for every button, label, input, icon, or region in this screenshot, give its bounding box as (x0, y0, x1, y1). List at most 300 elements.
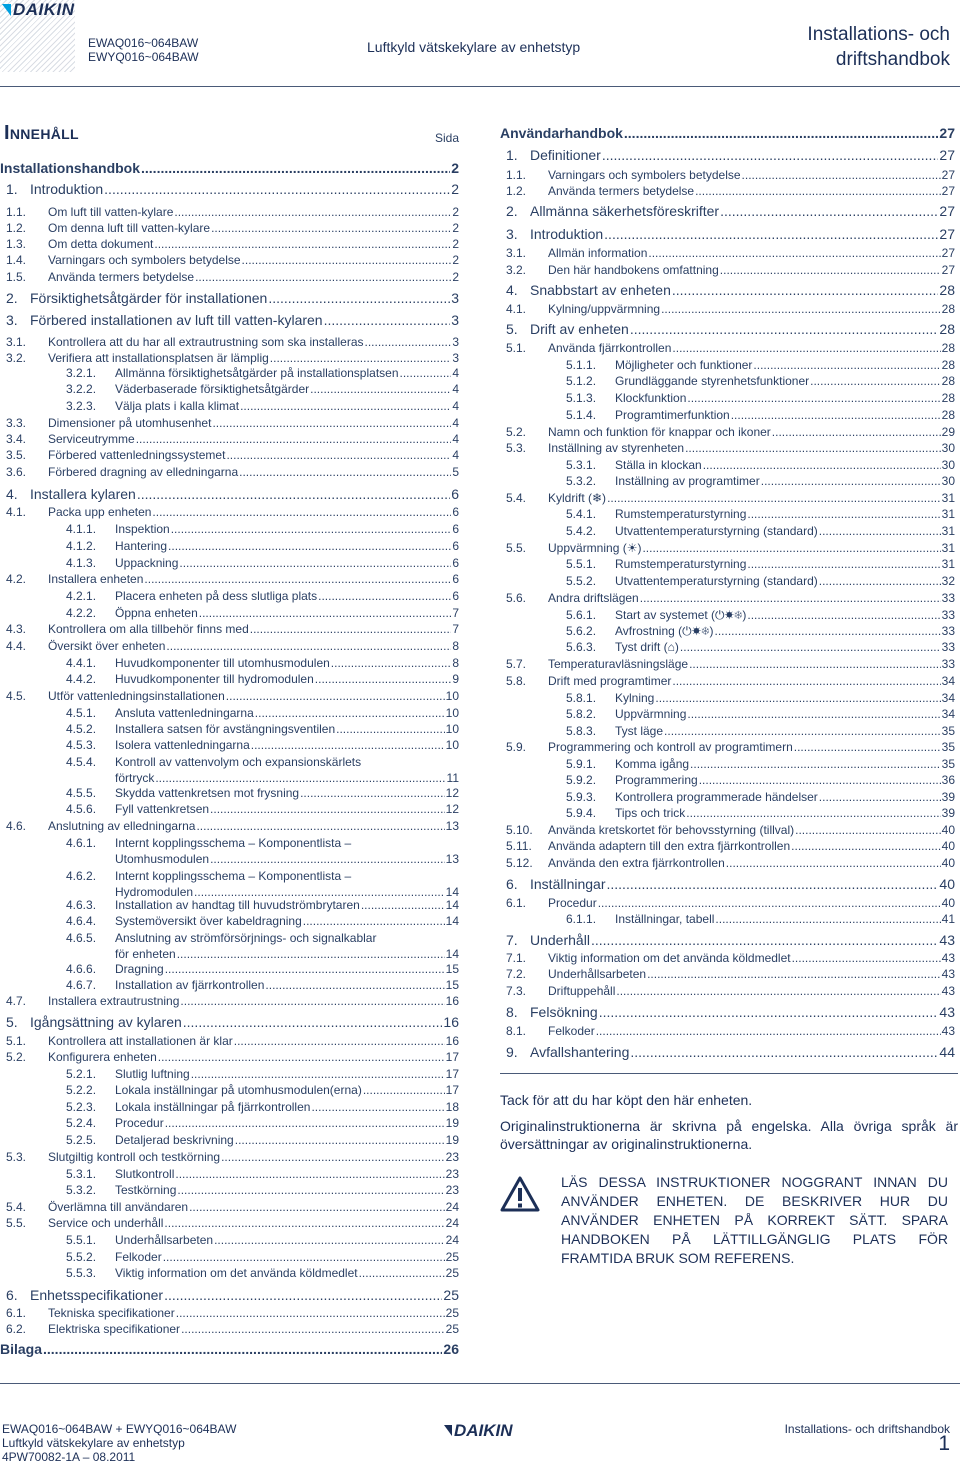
toc-entry-label (566, 507, 746, 521)
toc-entry[interactable] (506, 984, 955, 998)
toc-leader-dots (300, 786, 445, 800)
toc-entry-label (506, 282, 671, 298)
toc-entry-title: Använda fjärrkontrollen (548, 341, 672, 355)
toc-entry[interactable] (66, 786, 459, 800)
toc-entry[interactable] (506, 1004, 955, 1020)
toc-entry[interactable] (66, 1100, 459, 1114)
toc-entry[interactable] (66, 382, 459, 396)
toc-entry[interactable] (566, 474, 955, 488)
toc-entry-number: 2. (6, 290, 18, 306)
toc-entry-page: 29 (941, 425, 955, 439)
toc-entry[interactable] (566, 374, 955, 388)
toc-entry[interactable] (566, 408, 955, 422)
toc-entry-title: Varningars och symbolers betydelse (548, 168, 741, 182)
toc-leader-dots (363, 1083, 445, 1097)
toc-entry[interactable] (506, 591, 955, 605)
toc-entry-title: Grundläggande styrenhetsfunktioner (615, 374, 810, 388)
toc-entry[interactable] (506, 321, 955, 337)
toc-entry[interactable] (500, 125, 955, 141)
toc-entry-continuation[interactable] (115, 852, 459, 866)
toc-entry-label (6, 1150, 220, 1164)
toc-entry-number: 5.1. (6, 1034, 27, 1048)
toc-entry-label (506, 876, 606, 892)
toc-entry[interactable] (66, 1167, 459, 1181)
toc-leader-dots (255, 706, 445, 720)
toc-entry-label (66, 1250, 162, 1264)
toc-entry[interactable] (6, 572, 459, 586)
toc-entry-page: 3 (452, 335, 459, 349)
toc-entry-label (566, 458, 702, 472)
toc-entry-page: 2 (452, 205, 459, 219)
toc-leader-dots (199, 606, 452, 620)
toc-entry-number: 5.10. (506, 823, 533, 837)
toc-entry-number: 5.11. (506, 839, 532, 853)
toc-entry[interactable] (506, 341, 955, 355)
toc-entry-number: 5.1.3. (566, 391, 597, 405)
toc-entry-page: 3 (451, 312, 459, 328)
toc-entry-title: Lokala inställningar på utomhusmodulen(erna) (115, 1083, 362, 1097)
toc-leader-dots (189, 1200, 445, 1214)
toc-entry[interactable] (66, 738, 459, 752)
toc-entry-title: Verifiera att installationsplatsen är lämplig (48, 351, 269, 365)
toc-entry[interactable] (66, 399, 459, 413)
toc-entry[interactable] (6, 819, 459, 833)
toc-entry[interactable] (506, 282, 955, 298)
toc-entry[interactable] (6, 205, 459, 219)
toc-entry[interactable] (66, 1183, 459, 1197)
toc-entry-label (506, 1024, 595, 1038)
toc-entry-label (506, 967, 646, 981)
toc-entry-title: Elektriska specifikationer (48, 1322, 181, 1336)
toc-entry[interactable] (6, 181, 459, 197)
toc-entry-title: Packa upp enheten (48, 505, 152, 519)
toc-entry[interactable] (506, 951, 955, 965)
toc-entry-number: 7.3. (506, 984, 527, 998)
toc-entry-label (566, 374, 809, 388)
toc-entry[interactable] (6, 351, 459, 365)
footer-left (2, 1422, 236, 1464)
toc-entry[interactable] (66, 1250, 459, 1264)
toc-entry[interactable] (66, 1266, 459, 1280)
toc-entry-page: 43 (939, 1004, 955, 1020)
toc-entry[interactable] (566, 707, 955, 721)
toc-entry[interactable] (6, 1287, 459, 1303)
toc-entry-continuation[interactable] (115, 771, 459, 785)
toc-entry[interactable] (66, 556, 459, 570)
toc-entry-page: 28 (941, 374, 955, 388)
toc-entry[interactable] (506, 184, 955, 198)
toc-entry-label (6, 448, 225, 462)
toc-entry-title: Testkörning (115, 1183, 177, 1197)
toc-entry[interactable] (506, 263, 955, 277)
toc-entry[interactable] (506, 541, 955, 555)
toc-leader-dots (221, 1150, 445, 1164)
toc-entry-number: 7. (506, 932, 518, 948)
toc-entry-label (6, 1014, 182, 1030)
toc-entry[interactable] (66, 589, 459, 603)
toc-entry-number: 4.5.6. (66, 802, 97, 816)
footer-logo-triangle-icon (444, 1425, 452, 1436)
toc-entry-title: Utvattentemperaturstyrning (standard) (615, 574, 818, 588)
toc-entry-page: 40 (941, 839, 955, 853)
toc-entry-page: 9 (452, 672, 459, 686)
toc-entry-number: 4. (6, 486, 18, 502)
toc-entry-label (66, 1067, 190, 1081)
toc-entry-number: 5.3.2. (66, 1183, 97, 1197)
toc-leader-dots (685, 441, 941, 455)
toc-entry[interactable] (506, 226, 955, 242)
toc-entry-label (6, 181, 103, 197)
toc-entry-number: 3.3. (6, 416, 27, 430)
toc-entry[interactable] (566, 640, 955, 654)
toc-entry-title: Programmering (615, 773, 698, 787)
toc-entry-number: 5.3. (506, 441, 527, 455)
toc-entry-number: 3.5. (6, 448, 27, 462)
toc-leader-dots (174, 205, 451, 219)
toc-entry[interactable] (66, 522, 459, 536)
toc-entry-page: 4 (452, 382, 459, 396)
toc-entry-number: 5.6.1. (566, 608, 597, 622)
toc-entry-page: 30 (941, 458, 955, 472)
toc-entry-title: Välja plats i kalla klimat (115, 399, 240, 413)
toc-entry[interactable] (566, 608, 955, 623)
toc-entry[interactable] (66, 802, 459, 816)
toc-entry[interactable] (506, 856, 955, 870)
header-rule (0, 86, 960, 87)
toc-entry-title: Uppackning (115, 556, 179, 570)
toc-entry[interactable] (6, 689, 459, 703)
toc-entry[interactable] (66, 978, 459, 992)
toc-entry-label (0, 1341, 42, 1357)
toc-leader-dots (239, 465, 451, 479)
toc-entry-label (66, 366, 399, 380)
toc-entry-label (506, 740, 793, 754)
toc-entry-continuation[interactable] (115, 885, 459, 899)
toc-entry[interactable] (0, 1341, 459, 1357)
toc-entry-number: 5.9.1. (566, 757, 597, 771)
toc-leader-dots (591, 932, 938, 948)
toc-entry[interactable] (506, 1024, 955, 1038)
footer-models: EWAQ016~064BAW + EWYQ016~064BAW (2, 1422, 237, 1436)
logo-text: DAIKIN (13, 0, 75, 19)
toc-leader-dots (607, 876, 939, 892)
toc-entry-number: 6.2. (6, 1322, 27, 1336)
toc-entry[interactable] (6, 486, 459, 502)
toc-entry-label (66, 914, 302, 928)
toc-entry-label (6, 1287, 163, 1303)
toc-entry-label (6, 1322, 180, 1336)
toc-leader-dots (687, 707, 940, 721)
toc-leader-dots (336, 722, 445, 736)
toc-entry-number: 5.2. (506, 425, 527, 439)
toc-leader-dots (604, 226, 938, 242)
toc-entry-label (6, 639, 165, 653)
toc-entry-label (506, 184, 694, 198)
toc-entry[interactable] (66, 722, 459, 736)
toc-entry[interactable] (506, 168, 955, 182)
toc-leader-dots (250, 622, 452, 636)
toc-entry-label (506, 951, 791, 965)
toc-entry-number: 2. (506, 203, 518, 219)
toc-entry-title: Procedur (548, 896, 597, 910)
toc-entry-label (506, 341, 671, 355)
toc-entry[interactable] (566, 790, 955, 804)
toc-entry[interactable] (566, 724, 955, 738)
toc-entry-title-line2: för enheten (115, 947, 176, 961)
toc-entry-number: 5.5. (506, 541, 527, 555)
toc-entry[interactable] (566, 624, 955, 639)
toc-entry-page: 34 (941, 707, 955, 721)
toc-entry-number: 5.3.1. (66, 1167, 97, 1181)
toc-entry[interactable] (506, 967, 955, 981)
toc-entry-label (0, 160, 140, 176)
toc-entry-title-line2: förtryck (115, 771, 155, 785)
toc-entry-page: 40 (941, 896, 955, 910)
toc-entry-page: 31 (941, 541, 955, 555)
toc-entry[interactable] (566, 574, 955, 588)
toc-entry[interactable] (66, 898, 459, 912)
toc-entry-title: Möjligheter och funktioner (615, 358, 753, 372)
toc-leader-dots (226, 448, 451, 462)
toc-entry[interactable] (6, 1216, 459, 1230)
toc-entry-page: 31 (941, 491, 955, 505)
toc-entry-page: 43 (941, 951, 955, 965)
toc-entry[interactable] (66, 539, 459, 553)
toc-entry[interactable] (6, 622, 459, 636)
toc-entry-number: 4.6.5. (66, 931, 97, 945)
toc-entry[interactable] (6, 1200, 459, 1214)
toc-entry[interactable] (506, 246, 955, 260)
toc-entry-title: Installera satsen för avstängningsventilen (115, 722, 336, 736)
toc-entry[interactable] (66, 1116, 459, 1130)
toc-entry-title-line1: Kontroll av vattenvolym och expansionskärlets (115, 755, 362, 769)
toc-entry[interactable] (506, 674, 955, 688)
toc-entry-number: 4.4.2. (66, 672, 97, 686)
toc-entry-page: 8 (452, 639, 459, 653)
toc-entry-title: Komma igång (615, 757, 690, 771)
toc-entry[interactable] (566, 691, 955, 705)
toc-entry-title: Slutgiltig kontroll och testkörning (48, 1150, 221, 1164)
toc-entry[interactable] (66, 706, 459, 720)
toc-entry-title: Rumstemperaturstyrning (615, 507, 747, 521)
toc-entry-title: Fyll vattenkretsen (115, 802, 210, 816)
toc-entry-page: 13 (445, 852, 459, 866)
toc-entry[interactable] (506, 302, 955, 316)
toc-entry[interactable] (66, 962, 459, 976)
toc-leader-dots (648, 246, 940, 260)
toc-entry-title: Introduktion (530, 226, 604, 242)
toc-entry-page: 27 (939, 147, 955, 163)
toc-entry-page: 27 (939, 203, 955, 219)
toc-entry-page: 14 (445, 914, 459, 928)
toc-entry[interactable] (566, 557, 955, 571)
toc-entry[interactable] (566, 358, 955, 372)
toc-entry-label (6, 1034, 233, 1048)
toc-entry[interactable] (566, 507, 955, 521)
toc-leader-dots (647, 967, 941, 981)
toc-entry[interactable] (66, 914, 459, 928)
toc-entry[interactable] (6, 221, 459, 235)
toc-entry-title: Ansluta vattenledningarna (115, 706, 254, 720)
toc-leader-dots (753, 358, 940, 372)
toc-entry[interactable] (66, 606, 459, 620)
toc-entry-title: Kontrollera om alla tillbehör finns med (48, 622, 249, 636)
toc-entry[interactable] (506, 896, 955, 910)
toc-entry-page: 28 (939, 321, 955, 337)
toc-entry-number: 4.1. (506, 302, 527, 316)
toc-leader-dots (598, 896, 941, 910)
toc-entry-page: 44 (939, 1044, 955, 1060)
toc-entry-page: 23 (445, 1183, 459, 1197)
toc-entry-title: Inställningar, tabell (615, 912, 715, 926)
toc-entry[interactable] (6, 253, 459, 267)
toc-entry[interactable] (506, 876, 955, 892)
toc-entry[interactable] (66, 1067, 459, 1081)
toc-entry-title: Skydda vattenkretsen mot frysning (115, 786, 300, 800)
toc-leader-dots (630, 321, 939, 337)
toc-entry[interactable] (6, 639, 459, 653)
toc-entry-number: 6. (6, 1287, 18, 1303)
toc-entry-page: 15 (445, 962, 459, 976)
toc-entry[interactable] (506, 147, 955, 163)
toc-entry[interactable] (566, 524, 955, 538)
toc-entry[interactable] (566, 912, 955, 926)
toc-entry[interactable] (66, 1133, 459, 1147)
toc-entry[interactable] (6, 335, 459, 349)
toc-entry-label (506, 1044, 629, 1060)
toc-entry-page: 17 (445, 1083, 459, 1097)
toc-entry[interactable] (506, 740, 955, 754)
toc-entry-label (66, 1167, 174, 1181)
toc-entry-label (6, 505, 151, 519)
toc-entry-title: Förbered dragning av elledningarna (48, 465, 239, 479)
toc-entry-number: 6.1. (6, 1306, 27, 1320)
toc-entry-number: 5.3. (6, 1150, 27, 1164)
toc-entry[interactable] (6, 1050, 459, 1064)
toc-entry-title: Öppna enheten (115, 606, 198, 620)
toc-entry-page: 35 (941, 740, 955, 754)
toc-entry[interactable] (6, 1306, 459, 1320)
toc-entry-label (506, 896, 597, 910)
toc-entry-label (66, 606, 198, 620)
toc-entry-number: 5.1.4. (566, 408, 597, 422)
toc-entry[interactable] (566, 806, 955, 820)
toc-entry[interactable] (66, 1233, 459, 1247)
toc-entry[interactable] (506, 839, 955, 853)
toc-entry-number: 4.2.2. (66, 606, 97, 620)
toc-entry-label (506, 1004, 598, 1020)
toc-entry[interactable] (6, 432, 459, 446)
header-title (690, 22, 950, 72)
toc-leader-dots (194, 885, 445, 899)
toc-entry-label (6, 205, 173, 219)
toc-entry-page: 4 (452, 416, 459, 430)
toc-entry[interactable] (6, 994, 459, 1008)
toc-entry-page: 11 (446, 771, 459, 785)
toc-entry-page: 35 (941, 757, 955, 771)
toc-entry[interactable] (506, 425, 955, 439)
toc-entry-title: Introduktion (30, 181, 104, 197)
toc-leader-dots (726, 856, 941, 870)
toc-entry-page: 28 (939, 282, 955, 298)
toc-entry[interactable] (506, 203, 955, 219)
toc-entry-page: 32 (941, 574, 955, 588)
toc-entry[interactable] (6, 270, 459, 284)
toc-entry[interactable] (6, 465, 459, 479)
toc-entry-title: Kyldrift (❄) (548, 491, 607, 505)
toc-entry-title: Avfallshantering (530, 1044, 630, 1060)
toc-entry[interactable] (566, 391, 955, 405)
toc-entry-number: 7.1. (506, 951, 527, 965)
toc-entry-label (506, 425, 771, 439)
toc-entry-number: 5.6.2. (566, 624, 597, 638)
toc-entry[interactable] (66, 656, 459, 670)
toc-entry-page: 13 (445, 819, 459, 833)
toc-entry-number: 1.2. (506, 184, 527, 198)
toc-entry-number: 4.1.2. (66, 539, 97, 553)
toc-entry-title: Allmän information (548, 246, 648, 260)
toc-entry[interactable] (506, 1044, 955, 1060)
header-title-line1: Installations- och (807, 24, 950, 45)
toc-leader-dots (251, 738, 445, 752)
toc-entry[interactable] (66, 672, 459, 686)
toc-leader-dots (361, 898, 445, 912)
toc-entry-label (6, 689, 225, 703)
toc-entry-page: 39 (941, 790, 955, 804)
toc-entry[interactable] (6, 505, 459, 519)
toc-entry-continuation[interactable] (115, 947, 459, 961)
toc-entry-page: 6 (452, 505, 459, 519)
toc-entry[interactable] (6, 312, 459, 328)
toc-entry[interactable] (0, 160, 459, 176)
toc-entry-label (6, 312, 323, 328)
toc-entry-number: 1.5. (6, 270, 27, 284)
toc-entry[interactable] (506, 657, 955, 671)
toc-entry[interactable] (506, 441, 955, 455)
thanks-text: Tack för att du har köpt den här enheten. (500, 1092, 753, 1108)
toc-entry-label (6, 237, 153, 251)
toc-entry[interactable] (566, 757, 955, 771)
toc-entry[interactable] (6, 237, 459, 251)
toc-entry[interactable] (6, 1014, 459, 1030)
toc-entry[interactable] (6, 290, 459, 306)
toc-leader-dots (761, 474, 941, 488)
toc-entry-title: Temperaturavläsningsläge (548, 657, 689, 671)
toc-entry-title: Förbered vattenledningssystemet (48, 448, 226, 462)
toc-entry[interactable] (6, 1034, 459, 1048)
toc-entry-page: 31 (941, 507, 955, 521)
toc-entry-page: 4 (452, 366, 459, 380)
toc-entry[interactable] (6, 1322, 459, 1336)
toc-entry[interactable] (66, 366, 459, 380)
toc-entry[interactable] (6, 448, 459, 462)
toc-entry[interactable] (566, 458, 955, 472)
daikin-logo (2, 0, 75, 20)
toc-entry[interactable] (506, 491, 955, 505)
toc-entry[interactable] (66, 1083, 459, 1097)
toc-leader-dots (318, 589, 451, 603)
toc-entry[interactable] (506, 932, 955, 948)
toc-entry[interactable] (6, 416, 459, 430)
toc-entry[interactable] (566, 773, 955, 787)
toc-entry-page: 2 (451, 181, 459, 197)
toc-entry-label (506, 491, 606, 505)
toc-entry-page: 33 (941, 591, 955, 605)
toc-leader-dots (742, 168, 941, 182)
toc-entry-title: Dimensioner på utomhusenhet (48, 416, 212, 430)
toc-entry[interactable] (506, 823, 955, 837)
toc-entry[interactable] (6, 1150, 459, 1164)
